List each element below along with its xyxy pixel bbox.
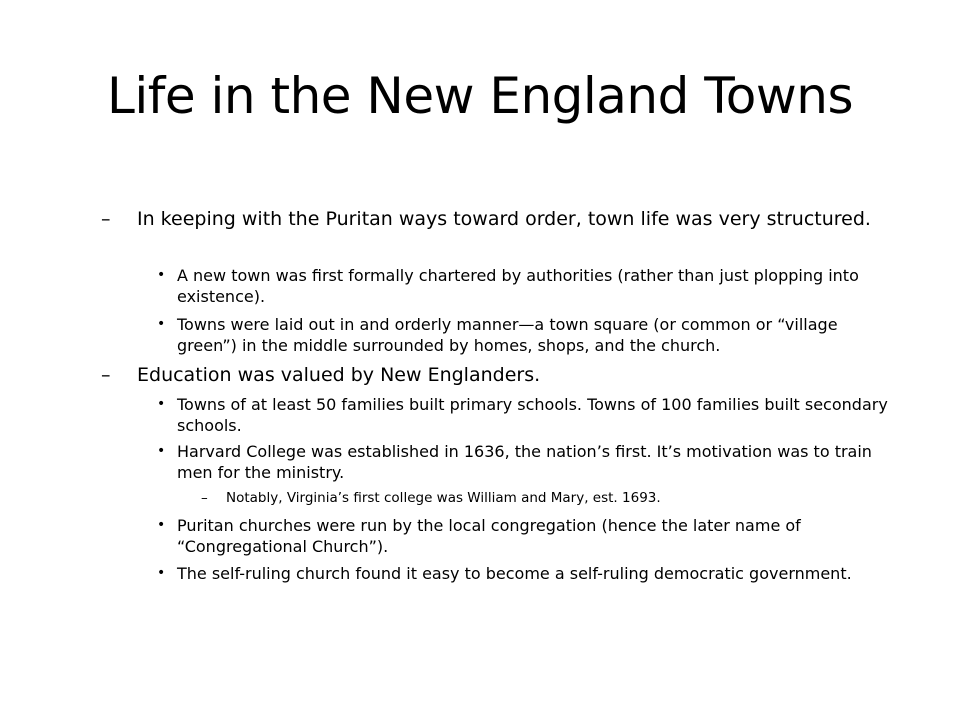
dash-marker: – [101,208,111,230]
list-item [157,265,897,307]
bullet-marker: • [157,267,166,283]
list-item-text: The self-ruling church found it easy to become a self-ruling democratic government. [177,564,852,583]
list-item-text: In keeping with the Puritan ways toward order, town life was very structured. [137,208,871,230]
list-item [157,441,897,483]
bullet-marker: • [157,443,166,459]
list-item-text: A new town was first formally chartered by authorities (rather than just plopping into existence). [177,266,859,306]
list-item [101,207,897,231]
dash-marker: – [201,490,208,506]
list-item-text: Puritan churches were run by the local congregation (hence the later name of “Congregational Church”). [177,516,801,556]
bullet-marker: • [157,316,166,332]
list-item-text: Education was valued by New Englanders. [137,364,541,386]
list-item [157,563,897,584]
dash-marker: – [101,364,111,386]
bullet-marker: • [157,565,166,581]
list-item [101,363,897,387]
list-item [201,489,896,507]
list-item-text: Harvard College was established in 1636, the nation’s first. It’s motivation was to train men for the ministry. [177,442,872,482]
bullet-marker: • [157,396,166,412]
list-item-text: Notably, Virginia’s first college was William and Mary, est. 1693. [226,490,661,506]
slide-title: Life in the New England Towns [106,67,854,125]
list-item [157,515,897,557]
list-item [157,314,897,356]
list-item [157,394,897,436]
list-item-text: Towns were laid out in and orderly manner—a town square (or common or “village green”) in the middle surrounded by homes, shops, and the church. [177,315,838,355]
list-item-text: Towns of at least 50 families built primary schools. Towns of 100 families built secondary schools. [177,395,888,435]
bullet-marker: • [157,517,166,533]
